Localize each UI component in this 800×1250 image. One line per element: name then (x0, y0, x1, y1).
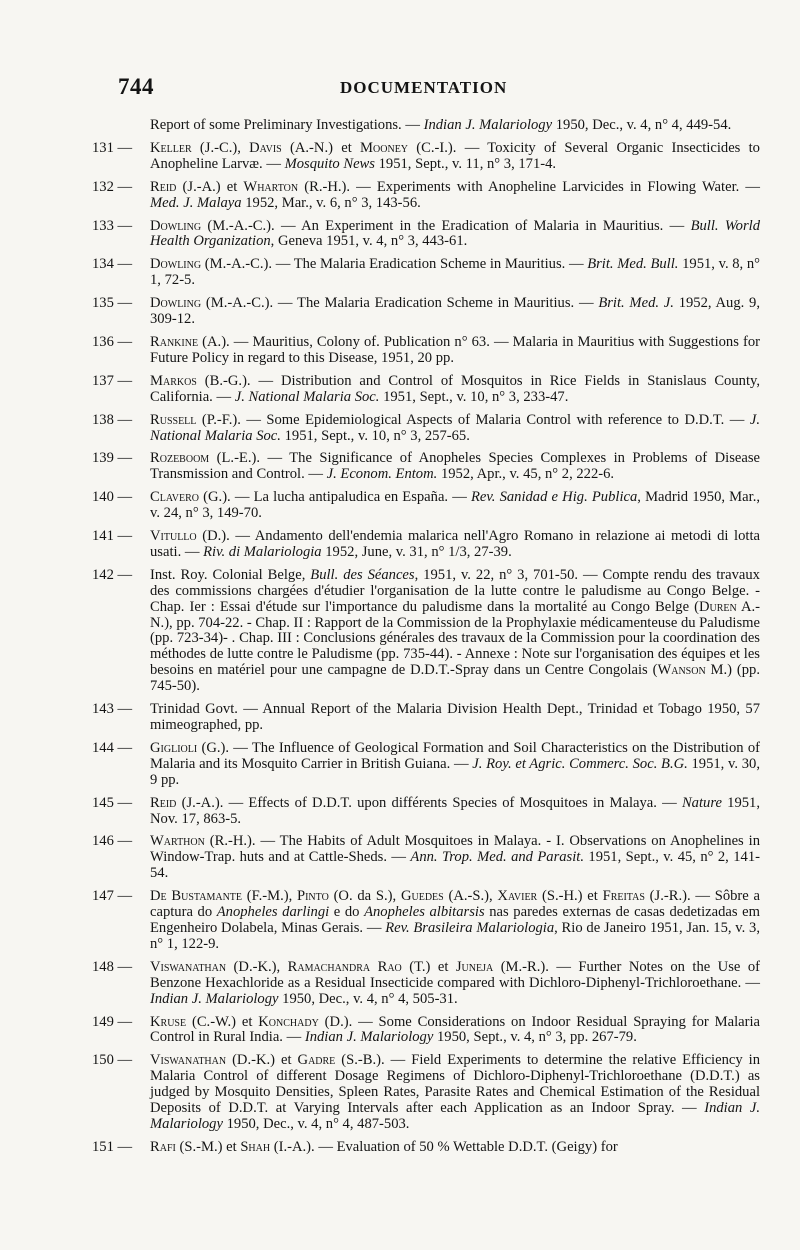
reference-segment: 1952, Aug. 9, 309-12. (150, 295, 760, 328)
author-name: Wanson (657, 662, 706, 679)
reference-entry (92, 1140, 760, 1156)
author-name: Xavier (497, 888, 538, 905)
journal-title: J. National Malaria Soc. (150, 411, 760, 444)
reference-entry (92, 741, 760, 789)
reference-number: 145 — (92, 794, 133, 811)
reference-segment: (M.-A.-C.). — The Malaria Eradication Scheme in Mauritius. — (201, 295, 599, 312)
journal-title: Rev. Sanidad e Hig. Publica (470, 489, 638, 506)
reference-entry (92, 219, 760, 251)
reference-number: 137 — (92, 372, 133, 389)
reference-number: 131 — (92, 139, 133, 156)
author-name: Russell (150, 411, 197, 428)
journal-title: Indian J. Malariology (150, 1100, 760, 1132)
author-name: Viswanathan (150, 958, 227, 975)
reference-entry (92, 413, 760, 445)
reference-number: 142 — (92, 566, 133, 583)
reference-text (150, 834, 760, 882)
reference-segment: (P.-F.). — Some Epidemiological Aspects of Malaria Control with reference to D.D.T. — (196, 411, 750, 428)
reference-segment: 1950, Sept., v. 4, n° 3, pp. 267-79. (433, 1029, 637, 1046)
reference-segment: (A.-N.) et (281, 139, 361, 156)
reference-segment: (D.-K.) et (226, 1052, 298, 1069)
author-name: Dowling (150, 295, 202, 312)
reference-text (150, 1053, 760, 1133)
author-name: De Bustamante (150, 888, 243, 905)
reference-segment: 1950, Dec., v. 4, n° 4, 505-31. (278, 990, 458, 1007)
reference-entry (92, 335, 760, 367)
reference-segment: (S.-B.). — Field Experiments to determine the relative Efficiency in Malaria Control of different Dosage Regimens of Dichloro-Diphenyl-Trichloroethane (D.D.T.) as judged by Mosquito Densities, Spleen Rates, Parasite Rates and Chemical Estimation of the Residual Deposits of D.D.T. at Varying Intervals after each Application as an Indoor Spray. — (150, 1052, 760, 1117)
reference-number: 136 — (92, 333, 133, 350)
reference-segment: (J.-R.). — Sôbre a captura do (150, 888, 760, 921)
author-name: Guedes (400, 888, 444, 905)
author-name: Vitullo (150, 528, 197, 545)
reference-text (150, 180, 760, 212)
reference-number: 147 — (92, 888, 133, 905)
reference-number: 133 — (92, 217, 133, 234)
reference-entry (92, 296, 760, 328)
reference-segment: (M.-R.). — Further Notes on the Use of Benzone Hexachloride as a Residual Insecticide compared with Dichloro-Diphenyl-Trichloroethane. — (150, 958, 760, 991)
reference-text (150, 889, 760, 953)
reference-entry (92, 451, 760, 483)
author-name: Viswanathan (150, 1052, 227, 1069)
reference-segment: (T.) et (401, 958, 456, 975)
reference-segment: 1950, Dec., v. 4, n° 4, 487-503. (222, 1115, 410, 1132)
reference-number: 140 — (92, 489, 133, 506)
journal-title: Med. J. Malaya (150, 194, 242, 211)
reference-entry (92, 889, 760, 953)
reference-number: 141 — (92, 528, 133, 545)
reference-segment: Inst. Roy. Colonial Belge, (150, 566, 311, 583)
reference-text (150, 451, 760, 483)
reference-entry (92, 834, 760, 882)
author-name: Konchady (258, 1013, 319, 1030)
reference-entry (92, 257, 760, 289)
reference-text (150, 141, 760, 173)
reference-text (150, 529, 760, 561)
reference-segment: (J.-A.). — Effects of D.D.T. upon différents Species of Mosquitoes in Malaya. — (176, 794, 682, 811)
reference-number: 151 — (92, 1138, 133, 1155)
reference-segment: (D.-K.), (226, 958, 288, 975)
reference-segment: 1951, v. 8, n° 1, 72-5. (150, 256, 760, 289)
reference-segment: , Geneva 1951, v. 4, n° 3, 443-61. (270, 233, 468, 250)
reference-text (150, 374, 760, 406)
reference-segment: (S.-M.) et (175, 1138, 241, 1155)
reference-number: 143 — (92, 701, 133, 718)
reference-text (150, 702, 760, 734)
journal-title: Indian J. Malariology (423, 117, 553, 133)
reference-segment: nas paredes externas de casas dedetizadas em Engenheiro Dolabela, Minas Gerais. — (150, 904, 760, 936)
author-name: Rozeboom (150, 450, 210, 467)
reference-text (150, 741, 760, 789)
reference-segment: (G.). — La lucha antipaludica en España. — (199, 489, 471, 506)
author-name: Dowling (150, 256, 202, 273)
journal-title: Bull. World Health Organization (150, 217, 760, 250)
reference-segment: (I.-A.). — Evaluation of 50 % Wettable D.D.T. (Geigy) for (270, 1138, 618, 1155)
reference-entry (92, 180, 760, 212)
reference-number: 139 — (92, 450, 133, 467)
journal-title: J. Roy. et Agric. Commerc. Soc. B.G. (472, 755, 688, 772)
reference-segment: (O. da S.), (328, 888, 401, 905)
author-name: Warthon (150, 833, 205, 850)
reference-segment: (C.-W.) et (186, 1013, 259, 1030)
author-name: Reid (150, 794, 177, 811)
reference-segment: (A.). — Mauritius, Colony of. Publication n° 63. — Malaria in Mauritius with Suggestions for Future Policy in regard to this Disease, 1951, 20 pp. (150, 333, 760, 366)
reference-segment: 1951, Sept., v. 10, n° 3, 233-47. (379, 388, 569, 405)
reference-segment: 1951, Nov. 17, 863-5. (150, 794, 760, 827)
reference-text (150, 960, 760, 1008)
author-name: Keller (150, 139, 192, 156)
author-name: Juneja (455, 958, 494, 975)
reference-text (150, 490, 760, 522)
reference-number: 144 — (92, 739, 133, 756)
reference-text (150, 296, 760, 328)
author-name: Rankine (150, 333, 199, 350)
reference-segment: (F.-M.), (242, 888, 297, 905)
journal-title: Brit. Med. J. (598, 295, 674, 312)
reference-segment: 1951, Sept., v. 45, n° 2, 141-54. (150, 849, 760, 882)
author-name: Kruse (150, 1013, 187, 1030)
author-name: Giglioli (150, 739, 198, 756)
reference-segment: (G.). — The Influence of Geological Formation and Soil Characteristics on the Distribution of Malaria and its Mosquito Carrier in British Guiana. — (150, 739, 760, 772)
author-name: Freitas (602, 888, 645, 905)
journal-title: J. Econom. Entom. (326, 466, 438, 483)
reference-segment: 1952, June, v. 31, n° 1/3, 27-39. (321, 543, 512, 560)
reference-segment: (D.). — Andamento dell'endemia malarica nell'Agro Romano in relazione ai metodi di lotta usati. — (150, 528, 760, 560)
reference-entry (92, 702, 760, 734)
reference-segment: 1951, Sept., v. 11, n° 3, 171-4. (374, 155, 557, 172)
reference-segment: A.-N.), pp. 704-22. - Chap. II : Rapport de la Commission de la Prophylaxie médicamenteuse du Paludisme (pp. 723-34)- . Chap. III : Conclusions générales des travaux de la Commission pour la coordination des méthodes de lutte contre le Paludisme (pp. 735-44). - Annexe : Note sur l'organisation des équipes et les besoins en matériel pour une campagne de D.D.T.-Spray dans un Centre Congolais ( (150, 598, 761, 679)
reference-entry (92, 490, 760, 522)
author-name: Wharton (243, 178, 299, 195)
reference-number: 138 — (92, 411, 133, 428)
reference-segment: (R.-H.). — Experiments with Anopheline Larvicides in Flowing Water. — (298, 178, 760, 195)
reference-entry (92, 118, 760, 134)
reference-number: 150 — (92, 1052, 133, 1069)
reference-text (150, 257, 760, 289)
journal-title: Brit. Med. Bull. (587, 256, 679, 273)
journal-title: Mosquito News (284, 155, 375, 172)
reference-segment: (B.-G.). — Distribution and Control of Mosquitos in Rice Fields in Stanislaus County, California. — (150, 372, 760, 405)
reference-entry (92, 374, 760, 406)
reference-segment: (L.-E.). — The Significance of Anopheles Species Complexes in Problems of Disease Transmission and Control. — (150, 450, 760, 483)
reference-entry (92, 529, 760, 561)
reference-text (92, 118, 760, 134)
reference-text (150, 1015, 760, 1047)
running-head: DOCUMENTATION (340, 78, 508, 97)
reference-segment: (J.-A.) et (176, 178, 244, 195)
author-name: Ramachandra Rao (287, 958, 402, 975)
reference-segment: (D.). — Some Considerations on Indoor Residual Spraying for Malaria Control in Rural India. — (150, 1013, 760, 1046)
reference-segment: , Madrid 1950, Mar., v. 24, n° 3, 149-70. (150, 489, 760, 522)
author-name: Shah (240, 1138, 271, 1155)
reference-segment: 1952, Apr., v. 45, n° 2, 222-6. (437, 466, 615, 483)
reference-number: 135 — (92, 295, 133, 312)
reference-segment: 1951, Sept., v. 10, n° 3, 257-65. (280, 427, 470, 444)
reference-segment: (A.-S.), (443, 888, 498, 905)
reference-segment: (C.-I.). — Toxicity of Several Organic Insecticides to Anopheline Larvæ. — (150, 139, 760, 172)
journal-title: Indian J. Malariology (304, 1029, 434, 1046)
reference-segment: Report of some Preliminary Investigations. — (150, 117, 424, 133)
journal-title: Riv. di Malariologia (203, 543, 322, 560)
reference-text (150, 1140, 760, 1156)
journal-title: Anopheles albitarsis (364, 904, 485, 921)
reference-entry (92, 1053, 760, 1133)
reference-segment: , 1951, v. 22, n° 3, 701-50. — Compte rendu des travaux des commissions chargées d'étudier l'organisation de la lutte contre le paludisme au Congo Belge. - Chap. Ier : Essai d'étude sur l'importance du paludisme dans la mortalité au Congo Belge ( (150, 566, 760, 615)
journal-title: Ann. Trop. Med. and Parasit. (410, 849, 584, 866)
author-name: Rafi (150, 1138, 176, 1155)
reference-segment: 1952, Mar., v. 6, n° 3, 143-56. (241, 194, 421, 211)
reference-text (150, 335, 760, 367)
reference-segment: Trinidad Govt. — Annual Report of the Malaria Division Health Dept., Trinidad et Tobago 1950, 57 mimeographed, pp. (150, 701, 760, 733)
reference-number: 149 — (92, 1013, 133, 1030)
reference-segment: (M.-A.-C.). — An Experiment in the Eradication of Malaria in Mauritius. — (201, 217, 691, 234)
reference-number: 134 — (92, 256, 133, 273)
reference-text (150, 568, 760, 695)
page-number: 744 (118, 74, 154, 99)
reference-text (150, 219, 760, 251)
reference-entry (92, 1015, 760, 1047)
author-name: Pinto (296, 888, 329, 905)
author-name: Mooney (360, 139, 409, 156)
journal-title: Rev. Brasileira Malariologia (385, 919, 555, 936)
reference-entry (92, 141, 760, 173)
reference-segment: 1951, v. 30, 9 pp. (150, 755, 760, 788)
reference-segment: e do (329, 904, 365, 921)
author-name: Dowling (150, 217, 202, 234)
reference-number: 148 — (92, 958, 133, 975)
journal-title: Bull. des Séances (310, 566, 415, 583)
reference-segment: (R.-H.). — The Habits of Adult Mosquitoes in Malaya. - I. Observations on Anophelines in Window-Trap. huts and at Cattle-Sheds. — (150, 833, 760, 866)
reference-segment: 1950, Dec., v. 4, n° 4, 449-54. (552, 117, 732, 133)
reference-entry (92, 960, 760, 1008)
reference-segment: , Rio de Janeiro 1951, Jan. 15, v. 3, n° 1, 122-9. (150, 919, 760, 952)
reference-entry (92, 796, 760, 828)
author-name: Reid (150, 178, 177, 195)
author-name: Markos (150, 372, 197, 389)
journal-title: Nature (681, 794, 722, 811)
journal-title: Anopheles darlingi (216, 904, 330, 921)
journal-title: J. National Malaria Soc. (234, 388, 380, 405)
reference-number: 132 — (92, 178, 133, 195)
reference-segment: M.) (pp. 745-50). (150, 662, 760, 695)
reference-segment: (J.-C.), (191, 139, 250, 156)
reference-segment: (S.-H.) et (537, 888, 603, 905)
reference-list (92, 118, 760, 1163)
author-name: Clavero (150, 489, 199, 506)
journal-title: Indian J. Malariology (150, 990, 279, 1007)
author-name: Gadre (297, 1052, 336, 1069)
reference-segment: (M.-A.-C.). — The Malaria Eradication Scheme in Mauritius. — (201, 256, 588, 273)
reference-entry (92, 568, 760, 695)
author-name: Davis (249, 139, 282, 156)
reference-number: 146 — (92, 833, 133, 850)
reference-text (150, 413, 760, 445)
author-name: Duren (698, 598, 737, 615)
reference-text (150, 796, 760, 828)
